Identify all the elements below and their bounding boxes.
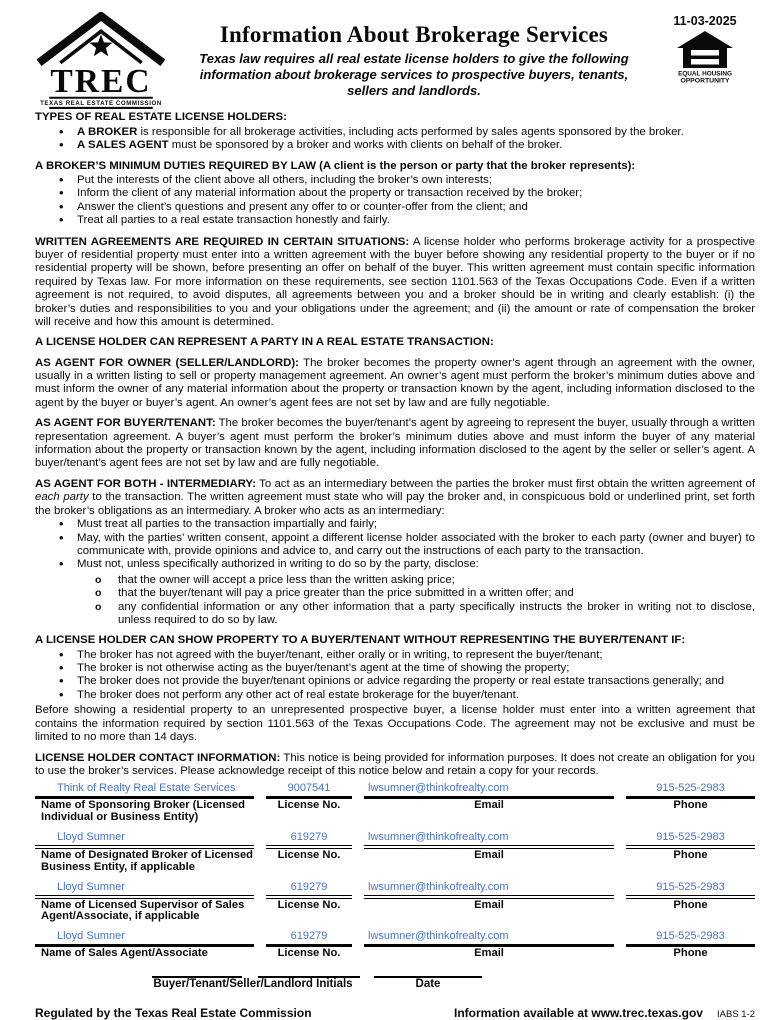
field-label: License No. — [277, 799, 341, 812]
sales-agent-desc: must be sponsored by a broker and works with clients on behalf of the broker. — [168, 139, 563, 152]
trec-logo-text: TREC — [50, 63, 152, 101]
list-item: • Answer the client’s questions and present any offer to or counter-offer from the client; and — [35, 201, 755, 214]
trec-logo-icon — [35, 12, 167, 109]
sales-agent-term: A SALES AGENT — [77, 139, 169, 152]
list-item: • Put the interests of the client above all others, including the broker’s own interests; — [35, 174, 755, 187]
duties-heading: A BROKER’S MINIMUM DUTIES REQUIRED BY LAW (A client is the person or party that the broker represents): — [35, 159, 636, 172]
trec-logo-caption: TEXAS REAL ESTATE COMMISSION — [40, 99, 162, 107]
list-item — [35, 126, 755, 139]
sales-agent-email-field[interactable]: lwsumner@thinkofrealty.com — [364, 929, 614, 947]
eho-caption-line2: OPPORTUNITY — [680, 77, 730, 84]
list-item: • The broker does not provide the buyer/tenant opinions or advice regarding the property or real estate transactions generally; and — [35, 675, 755, 688]
intermediary-sublist — [35, 574, 755, 628]
field-label: Name of Sponsoring Broker (Licensed Individual or Business Entity) — [41, 799, 245, 824]
represent-heading: A LICENSE HOLDER CAN REPRESENT A PARTY IN A REAL ESTATE TRANSACTION: — [35, 336, 494, 349]
form-date: 11-03-2025 — [673, 14, 737, 28]
contact-info-body: This notice is being provided for information purposes. It does not create an obligation for you to use the broker’s services. Please acknowledge receipt of this notice below and retain a copy for your records. — [35, 751, 755, 777]
page-title: Information About Brokerage Services — [219, 22, 609, 47]
intermediary-list — [35, 518, 755, 572]
supervisor-phone-field[interactable]: 915-525-2983 — [626, 880, 755, 899]
list-item: o that the buyer/tenant will pay a price greater than the price submitted in a written offer; and — [35, 587, 755, 600]
agent-buyer-paragraph — [35, 417, 755, 471]
field-label: License No. — [277, 848, 341, 861]
designated-broker-email-field[interactable]: lwsumner@thinkofrealty.com — [364, 830, 614, 849]
field-label: Name of Licensed Supervisor of Sales Agent/Associate, if applicable — [41, 898, 245, 923]
list-item: o that the owner will accept a price less than the written asking price; — [35, 574, 755, 587]
regulated-by-text: Regulated by the Texas Real Estate Commission — [35, 1005, 312, 1020]
list-item: • Treat all parties to a real estate transaction honestly and fairly. — [35, 214, 755, 227]
agent-both-lead: AS AGENT FOR BOTH - INTERMEDIARY: — [35, 477, 257, 490]
types-heading: TYPES OF REAL ESTATE LICENSE HOLDERS: — [35, 111, 287, 124]
designated-broker-license-field[interactable]: 619279 — [266, 830, 352, 849]
agent-both-post: to the transaction. The written agreement must state who will pay the broker and, in conspicuous bold or underlined print, set forth the broker’s obligations as an intermediary. A broker who acts as an intermediary: — [35, 491, 755, 517]
contact-info-lead: LICENSE HOLDER CONTACT INFORMATION: — [35, 751, 281, 764]
broker-desc: is responsible for all brokerage activities, including acts performed by sales agents sponsored by the broker. — [137, 125, 684, 138]
list-item: • May, with the parties’ written consent, appoint a different license holder associated with the broker to each party (owner and buyer) to communicate with, provide opinions and advice to, and carry out the instructions of each party to the transaction. — [35, 532, 755, 559]
signature-zone — [35, 966, 755, 1004]
supervisor-email-field[interactable]: lwsumner@thinkofrealty.com — [364, 880, 614, 899]
sales-agent-name-field[interactable]: Lloyd Sumner — [35, 929, 254, 947]
types-list — [35, 126, 755, 153]
field-label: Phone — [673, 799, 708, 812]
list-item: • Must treat all parties to the transaction impartially and fairly; — [35, 518, 755, 531]
form-number: IABS 1-2 — [716, 1008, 755, 1020]
written-agreements-body: A license holder who performs brokerage activity for a prospective buyer of residential property must enter into a written agreement with the buyer before showing any residential property to the buyer or if no residential property will be shown, before presenting an offer on behalf of the buyer. This written agreement must contain specific information required by Texas law. For more information on these requirements, see section 1101.563 of the Texas Occupations Code. Even if a written agreement is not required, to avoid disputes, all agreements between you and a broker should be in writing and clearly establish: (i) the broker’s duties and responsibilities to you and your obligations under the agreement; and (ii) the amount or rate of compensation the broker will receive and how this amount is determined. — [35, 235, 756, 328]
show-property-heading: A LICENSE HOLDER CAN SHOW PROPERTY TO A BUYER/TENANT WITHOUT REPRESENTING THE BUYER/TENANT IF: — [35, 634, 686, 647]
list-item: • The broker does not perform any other act of real estate brokerage for the buyer/tenant. — [35, 689, 755, 702]
show-property-closing: Before showing a residential property to an unrepresented prospective buyer, a license holder must enter into a written agreement that contains the information required by section 1101.563 of the Texas Occupations Code. The agreement may not be exclusive and must be limited to no more than 14 days. — [35, 704, 755, 744]
field-label: Email — [474, 799, 504, 812]
field-label: Phone — [673, 947, 708, 960]
list-item — [35, 139, 755, 152]
form-footer — [35, 1006, 755, 1020]
list-item: • The broker is not otherwise acting as the buyer/tenant’s agent at the time of showing the property; — [35, 662, 755, 675]
form-header — [35, 8, 755, 109]
sponsoring-broker-name-field[interactable]: Think of Realty Real Estate Services — [35, 781, 254, 799]
written-agreements-paragraph — [35, 236, 755, 330]
sales-agent-phone-field[interactable]: 915-525-2983 — [626, 929, 755, 947]
table-row — [35, 880, 755, 924]
date-label: Date — [415, 977, 441, 990]
field-label: License No. — [277, 898, 341, 911]
supervisor-license-field[interactable]: 619279 — [266, 880, 352, 899]
field-label: Phone — [673, 848, 708, 861]
sponsoring-broker-license-field[interactable]: 9007541 — [266, 781, 352, 799]
agent-owner-paragraph — [35, 357, 755, 411]
initials-label: Buyer/Tenant/Seller/Landlord Initials — [153, 977, 353, 990]
written-agreements-lead: WRITTEN AGREEMENTS ARE REQUIRED IN CERTAIN SITUATIONS: — [35, 235, 410, 248]
eho-caption-line1: EQUAL HOUSING — [678, 70, 732, 78]
table-row — [35, 830, 755, 874]
page-subtitle: Texas law requires all real estate license holders to give the following information about brokerage services to prospective buyers, tenants, sellers and landlords. — [199, 51, 629, 98]
agent-both-paragraph — [35, 478, 755, 518]
contact-info-paragraph — [35, 752, 755, 779]
table-row — [35, 781, 755, 824]
duties-list — [35, 174, 755, 228]
equal-housing-opportunity-icon — [674, 30, 736, 84]
list-item: • Inform the client of any material information about the property or transaction received by the broker; — [35, 187, 755, 200]
show-property-list — [35, 649, 755, 703]
designated-broker-name-field[interactable]: Lloyd Sumner — [35, 830, 254, 849]
license-holder-contact-table — [35, 781, 755, 960]
list-item: • The broker has not agreed with the buyer/tenant, either orally or in writing, to represent the buyer/tenant; — [35, 649, 755, 662]
table-row — [35, 929, 755, 960]
each-party-italic: each party — [35, 491, 89, 504]
field-label: License No. — [277, 947, 341, 960]
supervisor-name-field[interactable]: Lloyd Sumner — [35, 880, 254, 899]
agent-owner-lead: AS AGENT FOR OWNER (SELLER/LANDLORD): — [35, 356, 299, 369]
list-item: • Must not, unless specifically authorized in writing to do so by the party, disclose: — [35, 558, 755, 571]
sales-agent-license-field[interactable]: 619279 — [266, 929, 352, 947]
broker-term: A BROKER — [77, 125, 138, 138]
agent-buyer-body: The broker becomes the buyer/tenant’s agent by agreeing to represent the buyer, usually through a written representation agreement. A buyer’s agent must perform the broker’s minimum duties above and must inform the buyer of any material information about the property or transaction known by the agent, including information disclosed to the agent by the seller or seller’s agent. A buyer/tenant’s agent fees are not set by law and are fully negotiable. — [35, 417, 755, 470]
agent-owner-body: The broker becomes the property owner’s agent through an agreement with the owner, usually in a written listing to sell or property management agreement. An owner’s agent must perform the broker’s minimum duties above and must inform the owner of any material information about the property or transaction known by the agent, including information disclosed to the agent by the buyer or buyer’s agent. An owner’s agent fees are not set by law and are fully negotiable. — [35, 356, 755, 409]
sponsoring-broker-phone-field[interactable]: 915-525-2983 — [626, 781, 755, 799]
field-label: Name of Designated Broker of Licensed Business Entity, if applicable — [41, 848, 253, 873]
info-available-text: Information available at www.trec.texas.gov — [454, 1005, 703, 1020]
agent-buyer-lead: AS AGENT FOR BUYER/TENANT: — [35, 417, 216, 430]
list-item: o any confidential information or any other information that a party specifically instructs the broker in writing not to disclose, unless required to do so by law. — [35, 601, 755, 628]
field-label: Email — [474, 898, 504, 911]
agent-both-pre: To act as an intermediary between the parties the broker must first obtain the written agreement of — [256, 477, 756, 490]
designated-broker-phone-field[interactable]: 915-525-2983 — [626, 830, 755, 849]
field-label: Email — [474, 947, 504, 960]
sponsoring-broker-email-field[interactable]: lwsumner@thinkofrealty.com — [364, 781, 614, 799]
field-label: Phone — [673, 898, 708, 911]
field-label: Name of Sales Agent/Associate — [41, 947, 208, 960]
field-label: Email — [474, 848, 504, 861]
